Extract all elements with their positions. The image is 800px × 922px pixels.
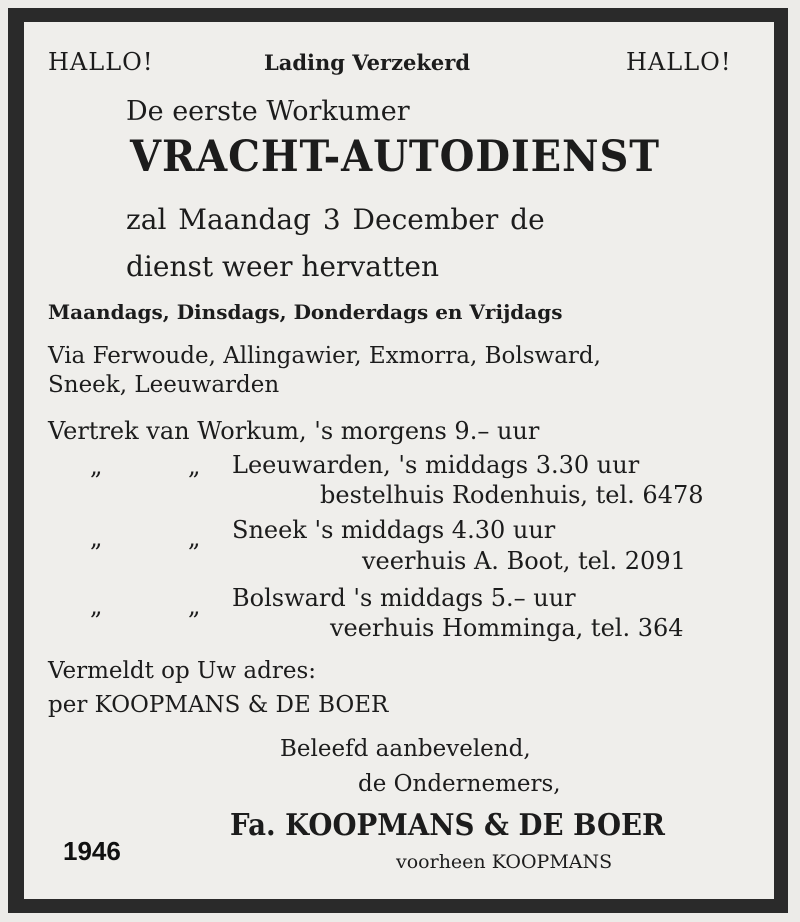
route-line-1: Via Ferwoude, Allingawier, Exmorra, Bolsward, — [48, 343, 601, 369]
leeuwarden-time: Leeuwarden, 's middags 3.30 uur — [232, 451, 640, 479]
hallo-left: HALLO! — [48, 48, 154, 76]
bolsward-address: veerhuis Homminga, tel. 364 — [330, 614, 684, 642]
resume-line-2: dienst weer hervatten — [126, 250, 440, 283]
hallo-right: HALLO! — [626, 48, 732, 76]
closing-line-1: Beleefd aanbevelend, — [280, 736, 531, 762]
sneek-address: veerhuis A. Boot, tel. 2091 — [362, 547, 686, 575]
ditto-mark: „ — [188, 452, 201, 480]
resume-line-1: zal Maandag 3 December de — [126, 203, 545, 236]
sneek-time: Sneek 's middags 4.30 uur — [232, 516, 556, 544]
ditto-mark: „ — [90, 592, 103, 620]
address-note-line-1: Vermeldt op Uw adres: — [48, 658, 317, 684]
leeuwarden-address: bestelhuis Rodenhuis, tel. 6478 — [320, 481, 704, 509]
company-name: Fa. KOOPMANS & DE BOER — [230, 808, 665, 843]
departure-line: Vertrek van Workum, 's morgens 9.– uur — [48, 417, 540, 445]
intro-line: De eerste Workumer — [126, 96, 410, 127]
formerly-line: voorheen KOOPMANS — [396, 851, 613, 873]
ditto-mark: „ — [90, 524, 103, 552]
ditto-mark: „ — [90, 452, 103, 480]
headline: VRACHT-AUTODIENST — [130, 132, 660, 182]
address-note-line-2: per KOOPMANS & DE BOER — [48, 692, 389, 718]
year-label: 1946 — [63, 836, 121, 866]
service-days: Maandags, Dinsdags, Donderdags en Vrijdags — [48, 300, 563, 324]
lading-verzekerd: Lading Verzekerd — [264, 50, 471, 75]
closing-line-2: de Ondernemers, — [358, 771, 561, 797]
bolsward-time: Bolsward 's middags 5.– uur — [232, 584, 576, 612]
route-line-2: Sneek, Leeuwarden — [48, 372, 280, 398]
ditto-mark: „ — [188, 592, 201, 620]
ditto-mark: „ — [188, 524, 201, 552]
